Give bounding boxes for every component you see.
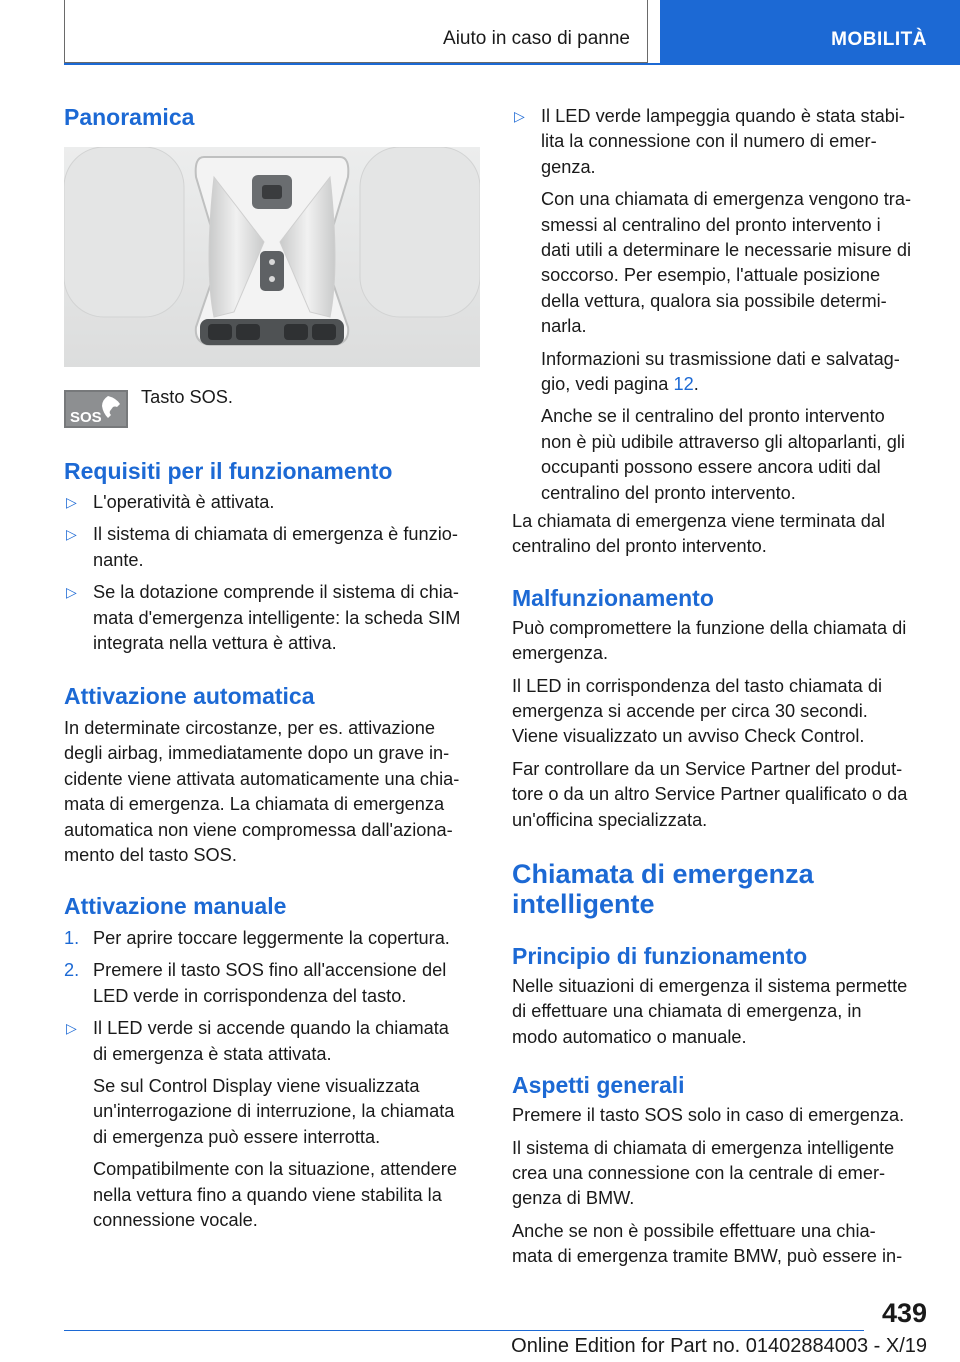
requirements-heading: Requisiti per il funzionamento [64,458,393,484]
list-bullet-icon: ▷ [514,108,525,124]
blink-note-line: occupanti possono essere ancora uditi dal [541,457,881,478]
blink-item-text: Il LED verde lampeggia quando è stata stabi- [541,106,905,126]
blink-note-line: centralino del pronto intervento. [541,482,796,503]
malfunction-line: Far controllare da un Service Partner del produt- [512,758,903,779]
header-chapter-tab[interactable] [660,0,960,63]
blink-note-line: dati utili a determinare le necessarie misure di [541,240,911,260]
data-info-text: gio, vedi pagina [541,374,674,394]
manual-activation-heading: Attivazione manuale [64,893,287,919]
general-heading: Aspetti generali [512,1072,685,1099]
blink-note-line: narla. [541,316,587,337]
list-bullet-icon: ▷ [66,526,77,543]
overview-heading: Panoramica [64,104,195,130]
led-note-line: Se sul Control Display viene visualizzata [93,1076,420,1096]
malfunction-line: emergenza. [512,643,609,664]
led-note-line: connessione vocale. [93,1210,258,1230]
smart-emergency-heading: intelligente [512,889,655,919]
step-text: Premere il tasto SOS fino all'accensione del [93,960,447,981]
led-note-line: Compatibilmente con la situazione, attendere [93,1159,457,1180]
general-line: genza di BMW. [512,1188,635,1209]
principle-line: di effettuare una chiamata di emergenza, in [512,1001,862,1022]
general-line: mata di emergenza tramite BMW, può essere in- [512,1246,903,1267]
page-link[interactable]: 12 [673,374,694,394]
list-bullet-icon: ▷ [66,1020,77,1037]
sos-icon-text: SOS [70,409,102,426]
header-section-title: Aiuto in caso di panne [443,28,630,49]
auto-activation-line: automatica non viene compromessa dall'aziona- [64,819,453,840]
requirement-item: integrata nella vettura è attiva. [93,633,337,653]
auto-activation-line: In determinate circostanze, per es. attivazione [64,718,436,738]
blink-note-line: della vettura, qualora sia possibile determi- [541,290,887,311]
header-rule [64,63,960,65]
data-info-line: Informazioni su trasmissione dati e salvatag- [541,348,900,369]
blink-note-line: soccorso. Per esempio, l'attuale posizione [541,265,881,286]
general-line: Il sistema di chiamata di emergenza intelligente [512,1137,895,1158]
malfunction-line: tore o da un altro Service Partner qualificato o da [512,784,908,805]
header-chapter-label: MOBILITÀ [831,29,927,50]
blink-item-text: lita la connessione con il numero di emer- [541,131,877,152]
requirement-item: Il sistema di chiamata di emergenza è funzio- [93,524,458,545]
malfunction-line: Il LED in corrispondenza del tasto chiamata di [512,675,883,696]
principle-line: modo automatico o manuale. [512,1026,747,1047]
principle-heading: Principio di funzionamento [512,943,808,969]
requirement-item: L'operatività è attivata. [93,492,275,512]
blink-note-line: smessi al centralino del pronto intervento i [541,214,881,235]
step-text: Per aprire toccare leggermente la copertura. [93,928,450,948]
data-info-line [541,372,699,397]
auto-activation-line: degli airbag, immediatamente dopo un grave in- [64,743,450,764]
requirement-item: mata d'emergenza intelligente: la scheda SIM [93,607,461,628]
end-call-line: centralino del pronto intervento. [512,536,767,557]
general-line: crea una connessione con la centrale di emer- [512,1163,886,1183]
end-call-line: La chiamata di emergenza viene terminata dal [512,511,886,531]
principle-line: Nelle situazioni di emergenza il sistema permette [512,976,908,996]
list-bullet-icon: ▷ [66,584,77,601]
auto-activation-heading: Attivazione automatica [64,683,315,709]
page-number: 439 [881,1298,927,1328]
blink-item-text: genza. [541,156,596,177]
led-note-line: un'interrogazione di interruzione, la chiamata [93,1101,455,1122]
led-item-text: di emergenza è stata attivata. [93,1043,332,1064]
malfunction-line: un'officina specializzata. [512,809,708,830]
malfunction-line: Viene visualizzato un avviso Check Control. [512,726,865,747]
auto-activation-line: mento del tasto SOS. [64,845,237,865]
data-info-period: . [693,374,699,394]
roof-console-figure [64,147,480,367]
general-line: Premere il tasto SOS solo in caso di emergenza. [512,1105,905,1126]
led-note-line: di emergenza può essere interrotta. [93,1126,381,1147]
footer-rule [64,1330,864,1331]
general-line: Anche se non è possibile effettuare una chia- [512,1220,876,1241]
malfunction-line: Può compromettere la funzione della chiamata di [512,617,907,638]
blink-note-line: Con una chiamata di emergenza vengono tra- [541,189,912,210]
led-note-line: nella vettura fino a quando viene stabilita la [93,1184,442,1205]
footer-edition: Online Edition for Part no. 01402884003 - X/19 [511,1335,927,1357]
blink-note-line: Anche se il centralino del pronto intervento [541,406,885,427]
malfunction-line: emergenza si accende per circa 30 secondi. [512,701,868,721]
requirement-item: Se la dotazione comprende il sistema di chia- [93,582,459,603]
auto-activation-line: mata di emergenza. La chiamata di emergenza [64,794,445,815]
step-number: 1. [64,928,80,948]
smart-emergency-heading: Chiamata di emergenza [512,859,814,889]
step-text: LED verde in corrispondenza del tasto. [93,985,407,1006]
blink-note-line: non è più udibile attraverso gli altoparlanti, gli [541,431,905,452]
auto-activation-line: cidente viene attivata automaticamente una chia- [64,768,460,789]
led-item-text: Il LED verde si accende quando la chiamata [93,1018,449,1039]
requirement-item: nante. [93,549,144,570]
step-number: 2. [64,960,80,981]
malfunction-heading: Malfunzionamento [512,584,714,611]
sos-button-icon [64,390,128,428]
list-bullet-icon: ▷ [66,494,77,510]
sos-caption: Tasto SOS. [141,387,233,407]
